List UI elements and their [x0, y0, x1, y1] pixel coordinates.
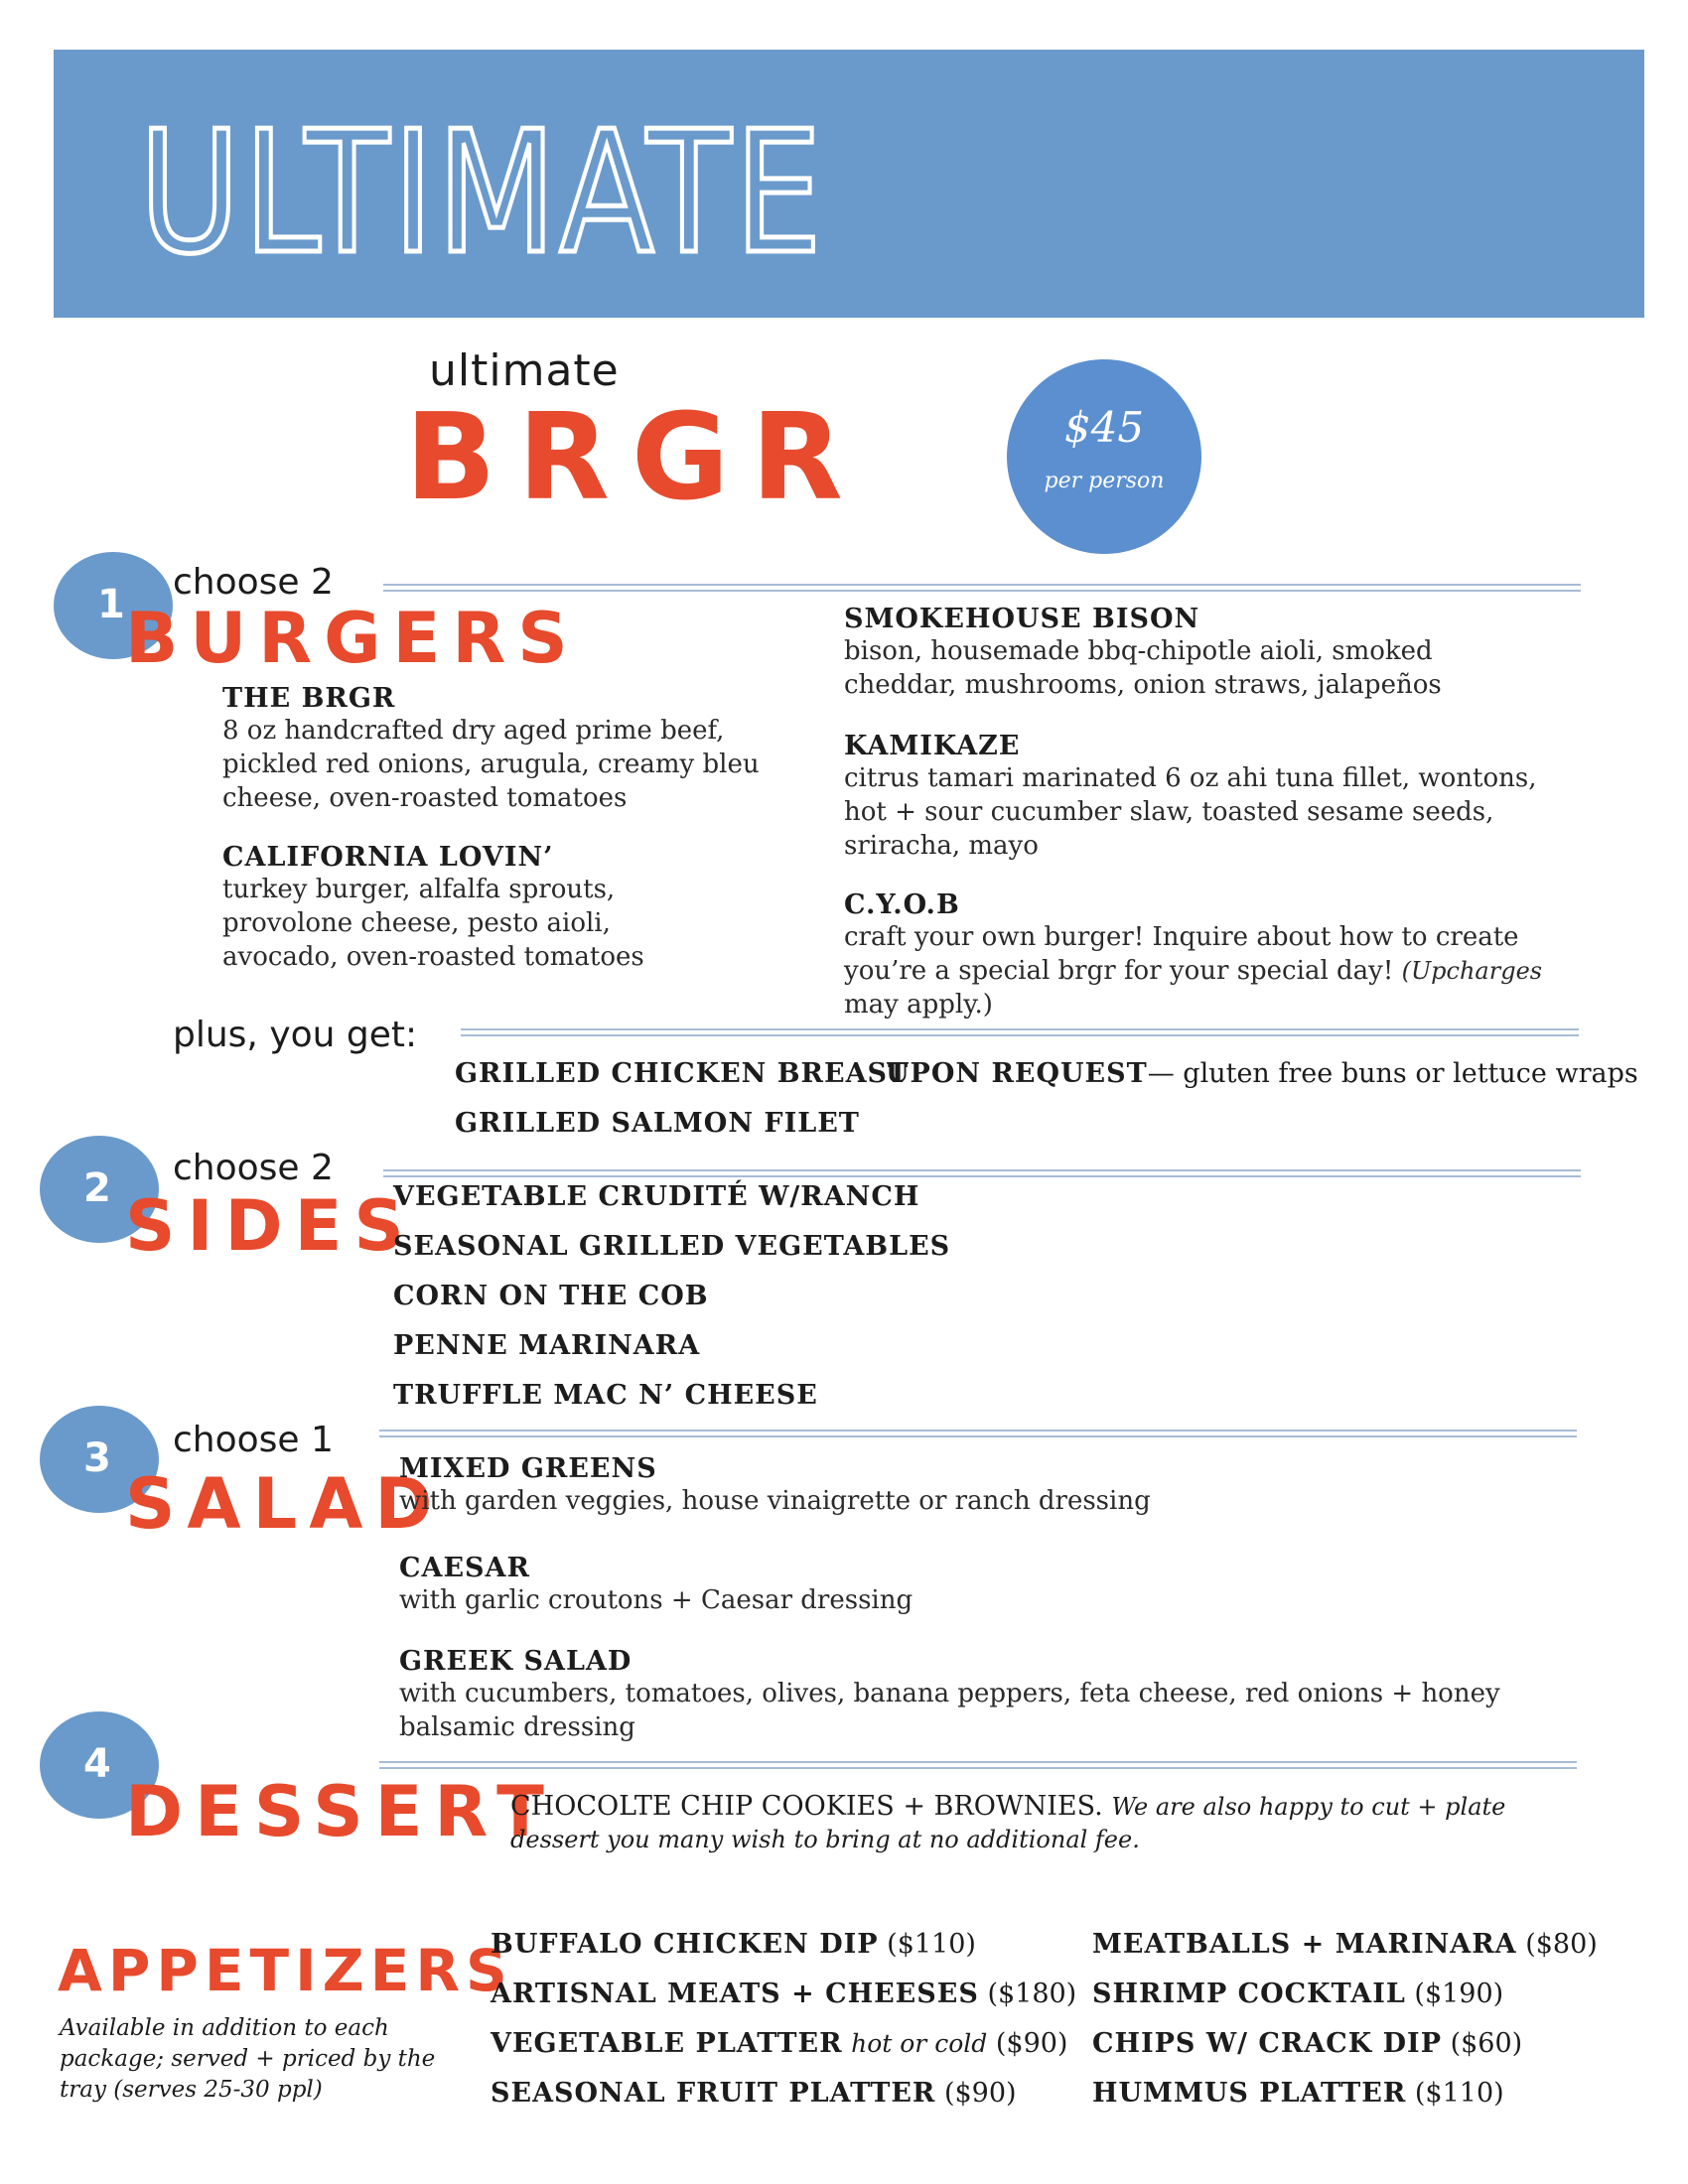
appetizers-note: [60, 2013, 457, 2106]
item-desc: cheese, oven-roasted tomatoes: [222, 783, 628, 813]
sides-choose: choose 2: [173, 1148, 334, 1188]
item-desc: with garlic croutons + Caesar dressing: [399, 1585, 914, 1615]
item-desc: 8 oz handcrafted dry aged prime beef,: [222, 716, 725, 746]
salad-item: [399, 1553, 1611, 1617]
dessert-text: [510, 1791, 1622, 1853]
item-name: CALIFORNIA LOVIN’: [222, 842, 554, 873]
item-desc: avocado, oven-roasted tomatoes: [222, 942, 644, 972]
side-item: TRUFFLE MAC N’ CHEESE: [393, 1380, 818, 1411]
salad-choose: choose 1: [173, 1420, 334, 1460]
page-title: ULTIMATE: [139, 95, 826, 292]
divider: [461, 1028, 1579, 1036]
appetizer-item: ARTISNAL MEATS + CHEESES ($180): [491, 1979, 1077, 2009]
divider: [383, 1169, 1581, 1177]
item-desc: cheddar, mushrooms, onion straws, jalapeños: [844, 670, 1442, 700]
divider: [379, 1761, 1577, 1769]
dessert-note: dessert you many wish to bring at no additional fee.: [510, 1826, 1140, 1853]
item-desc: with garden veggies, house vinaigrette or ranch dressing: [399, 1486, 1151, 1516]
section-number-3: 3: [40, 1406, 159, 1513]
appetizers-heading: APPETIZERS: [58, 1937, 513, 2004]
menu-subtitle: ultimate: [429, 345, 620, 396]
appetizer-item: CHIPS W/ CRACK DIP ($60): [1092, 2028, 1523, 2059]
item-desc: turkey burger, alfalfa sprouts,: [222, 875, 616, 904]
appetizers-right-list: [1092, 1920, 1598, 2118]
appetizer-item: HUMMUS PLATTER ($110): [1092, 2078, 1504, 2109]
item-note: may apply.): [844, 990, 993, 1020]
side-item: VEGETABLE CRUDITÉ W/RANCH: [393, 1181, 920, 1212]
item-desc: balsamic dressing: [399, 1712, 635, 1742]
note-line: tray (serves 25-30 ppl): [60, 2077, 323, 2103]
plus-item: GRILLED SALMON FILET: [455, 1108, 860, 1139]
side-item: SEASONAL GRILLED VEGETABLES: [393, 1231, 951, 1262]
item-desc: pickled red onions, arugula, creamy bleu: [222, 750, 760, 779]
note-line: package; served + priced by the: [60, 2046, 436, 2072]
item-note: (Upcharges: [1401, 957, 1543, 985]
section-number-2: 2: [40, 1136, 159, 1243]
side-item: PENNE MARINARA: [393, 1330, 701, 1361]
burger-item: [222, 683, 818, 815]
appetizer-item: SEASONAL FRUIT PLATTER ($90): [491, 2078, 1017, 2109]
item-name: SMOKEHOUSE BISON: [844, 604, 1200, 634]
item-desc: with cucumbers, tomatoes, olives, banana peppers, feta cheese, red onions + honey: [399, 1679, 1500, 1708]
price-badge: [1007, 359, 1201, 554]
dessert-note: We are also happy to cut + plate: [1111, 1793, 1506, 1821]
item-name: MIXED GREENS: [399, 1453, 657, 1484]
item-desc: sriracha, mayo: [844, 831, 1039, 861]
plus-item: GRILLED CHICKEN BREAST: [455, 1058, 910, 1089]
item-name: GREEK SALAD: [399, 1646, 633, 1677]
dessert-main: CHOCOLTE CHIP COOKIES + BROWNIES.: [510, 1791, 1103, 1822]
item-desc: citrus tamari marinated 6 oz ahi tuna fillet, wontons,: [844, 763, 1537, 793]
appetizer-item: MEATBALLS + MARINARA ($80): [1092, 1929, 1598, 1960]
item-desc: bison, housemade bbq-chipotle aioli, smoked: [844, 636, 1433, 666]
salad-item: [399, 1453, 1611, 1518]
item-name: C.Y.O.B: [844, 889, 960, 920]
appetizer-item: BUFFALO CHICKEN DIP ($110): [491, 1929, 976, 1960]
menu-title: BRGR: [405, 389, 865, 527]
plus-label: plus, you get:: [173, 1015, 418, 1055]
item-name: KAMIKAZE: [844, 731, 1021, 761]
burger-item: [844, 604, 1599, 702]
section-number-4: 4: [40, 1711, 159, 1819]
upon-request-text: — gluten free buns or lettuce wraps: [1147, 1058, 1638, 1089]
note-line: Available in addition to each: [60, 2015, 389, 2041]
item-desc: hot + sour cucumber slaw, toasted sesame seeds,: [844, 797, 1494, 827]
price-unit: per person: [1044, 469, 1165, 493]
item-name: CAESAR: [399, 1553, 530, 1583]
item-desc: you’re a special brgr for your special day!: [844, 956, 1394, 986]
upon-request-label: UPON REQUEST: [886, 1058, 1148, 1089]
item-desc: provolone cheese, pesto aioli,: [222, 908, 611, 938]
side-item: CORN ON THE COB: [393, 1281, 709, 1311]
burgers-choose: choose 2: [173, 562, 334, 603]
appetizer-item: VEGETABLE PLATTER hot or cold ($90): [491, 2028, 1068, 2059]
appetizer-item: SHRIMP COCKTAIL ($190): [1092, 1979, 1504, 2009]
salad-heading: SALAD: [125, 1463, 445, 1545]
sides-heading: SIDES: [125, 1185, 416, 1267]
burger-item: [844, 731, 1618, 863]
divider: [383, 584, 1581, 592]
appetizers-left-list: [491, 1920, 1076, 2118]
burgers-heading: BURGERS: [125, 598, 580, 679]
salad-item: [399, 1646, 1630, 1744]
dessert-heading: DESSERT: [125, 1771, 556, 1852]
price-amount: $45: [1063, 403, 1145, 452]
section-number-1: 1: [54, 552, 173, 659]
divider: [379, 1430, 1577, 1437]
burger-item: [844, 889, 1618, 1022]
item-desc: craft your own burger! Inquire about how to create: [844, 922, 1519, 952]
item-name: THE BRGR: [222, 683, 396, 714]
upon-request: [886, 1058, 1638, 1089]
burger-item: [222, 842, 818, 974]
